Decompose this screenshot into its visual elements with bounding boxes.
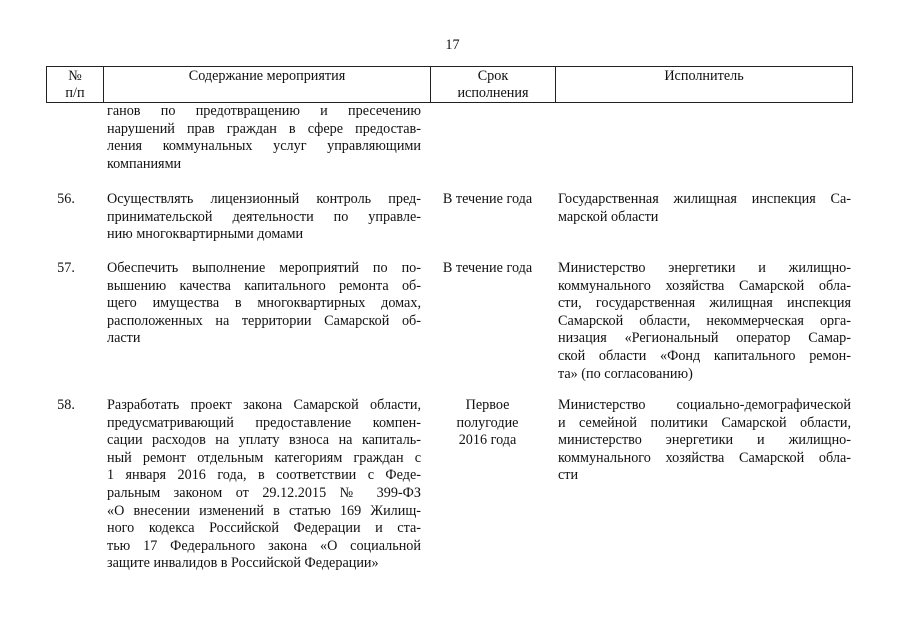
- header-term-line: Срок: [477, 68, 509, 84]
- content-line: ления коммунальных услуг управляющими: [107, 138, 421, 155]
- term-line: В течение года: [442, 191, 533, 207]
- content-line: ного кодекса Российской Федерации и ста-: [107, 520, 421, 537]
- header-num-line: п/п: [65, 85, 85, 101]
- continuation-content: [107, 103, 421, 173]
- content-line: 1 января 2016 года, в соответствии с Феде-: [107, 467, 421, 484]
- header-term-line: исполнения: [457, 85, 529, 101]
- header-num-line: №: [68, 68, 82, 84]
- content-line: щего имущества в многоквартирных домах,: [107, 295, 421, 312]
- executor-line: коммунального хозяйства Самарской обла-: [558, 277, 851, 294]
- content-line: Обеспечить выполнение мероприятий по по-: [107, 260, 421, 276]
- row-number: 56.: [57, 191, 75, 207]
- term-line: полугодие: [456, 414, 519, 431]
- executor-line: Министерство социально-демографической: [558, 397, 851, 413]
- content-line: ласти: [107, 330, 141, 347]
- term-line: В течение года: [442, 260, 533, 276]
- executor-line: низация «Региональный оператор Самар-: [558, 330, 851, 347]
- header-num: [47, 67, 104, 103]
- content-line: ральным законом от 29.12.2015 № 399-ФЗ: [107, 484, 421, 501]
- page-number: 17: [445, 37, 460, 53]
- executor-line: Министерство энергетики и жилищно-: [558, 260, 851, 276]
- content-line: Разработать проект закона Самарской области,: [107, 397, 421, 413]
- term-line: Первое: [465, 397, 510, 413]
- header-term: [431, 67, 556, 103]
- executor-line: и семейной политики Самарской области,: [558, 414, 851, 431]
- row-term: [430, 397, 545, 450]
- row-executor: [558, 397, 851, 485]
- row-executor: [558, 260, 851, 383]
- executor-line: коммунального хозяйства Самарской обла-: [558, 449, 851, 466]
- content-line: Осуществлять лицензионный контроль пред-: [107, 191, 421, 207]
- content-line: предусматривающий предоставление компен-: [107, 414, 421, 431]
- content-line: компаниями: [107, 155, 182, 172]
- executor-line: сти: [558, 467, 579, 484]
- content-line: защите инвалидов в Российской Федерации»: [107, 555, 379, 572]
- executor-line: сти, государственная жилищная инспекция: [558, 295, 851, 312]
- row-executor: [558, 191, 851, 226]
- header-executor: Исполнитель: [556, 67, 853, 103]
- content-line: принимательской деятельности по управле-: [107, 208, 421, 225]
- row-term: [430, 191, 545, 209]
- term-line: 2016 года: [458, 432, 517, 449]
- row-number: 58.: [57, 397, 75, 413]
- content-line: нию многоквартирными домами: [107, 226, 304, 243]
- table-header: [46, 66, 853, 103]
- content-line: ный ремонт отдельным категориям граждан с: [107, 449, 421, 466]
- row-number: 57.: [57, 260, 75, 276]
- content-line: расположенных на территории Самарской об-: [107, 312, 421, 329]
- executor-line: ской области «Фонд капитального ремон-: [558, 347, 851, 364]
- row-content: [107, 191, 421, 244]
- executor-line: марской области: [558, 208, 659, 225]
- content-line: вышению качества капитального ремонта об-: [107, 277, 421, 294]
- header-content: Содержание мероприятия: [104, 67, 431, 103]
- content-line: нарушений прав граждан в сфере предостав-: [107, 120, 421, 137]
- row-term: [430, 260, 545, 278]
- executor-line: Самарской области, некоммерческая орга-: [558, 312, 851, 329]
- executor-line: министерство энергетики и жилищно-: [558, 432, 851, 449]
- content-line: тью 17 Федерального закона «О социальной: [107, 537, 421, 554]
- row-content: [107, 397, 421, 573]
- content-line: ганов по предотвращению и пресечению: [107, 103, 421, 119]
- content-line: «О внесении изменений в статью 169 Жилищ-: [107, 502, 421, 519]
- content-line: сации расходов на уплату взноса на капиталь-: [107, 432, 421, 449]
- executor-line: Государственная жилищная инспекция Са-: [558, 191, 851, 207]
- executor-line: та» (по согласованию): [558, 365, 693, 382]
- row-content: [107, 260, 421, 348]
